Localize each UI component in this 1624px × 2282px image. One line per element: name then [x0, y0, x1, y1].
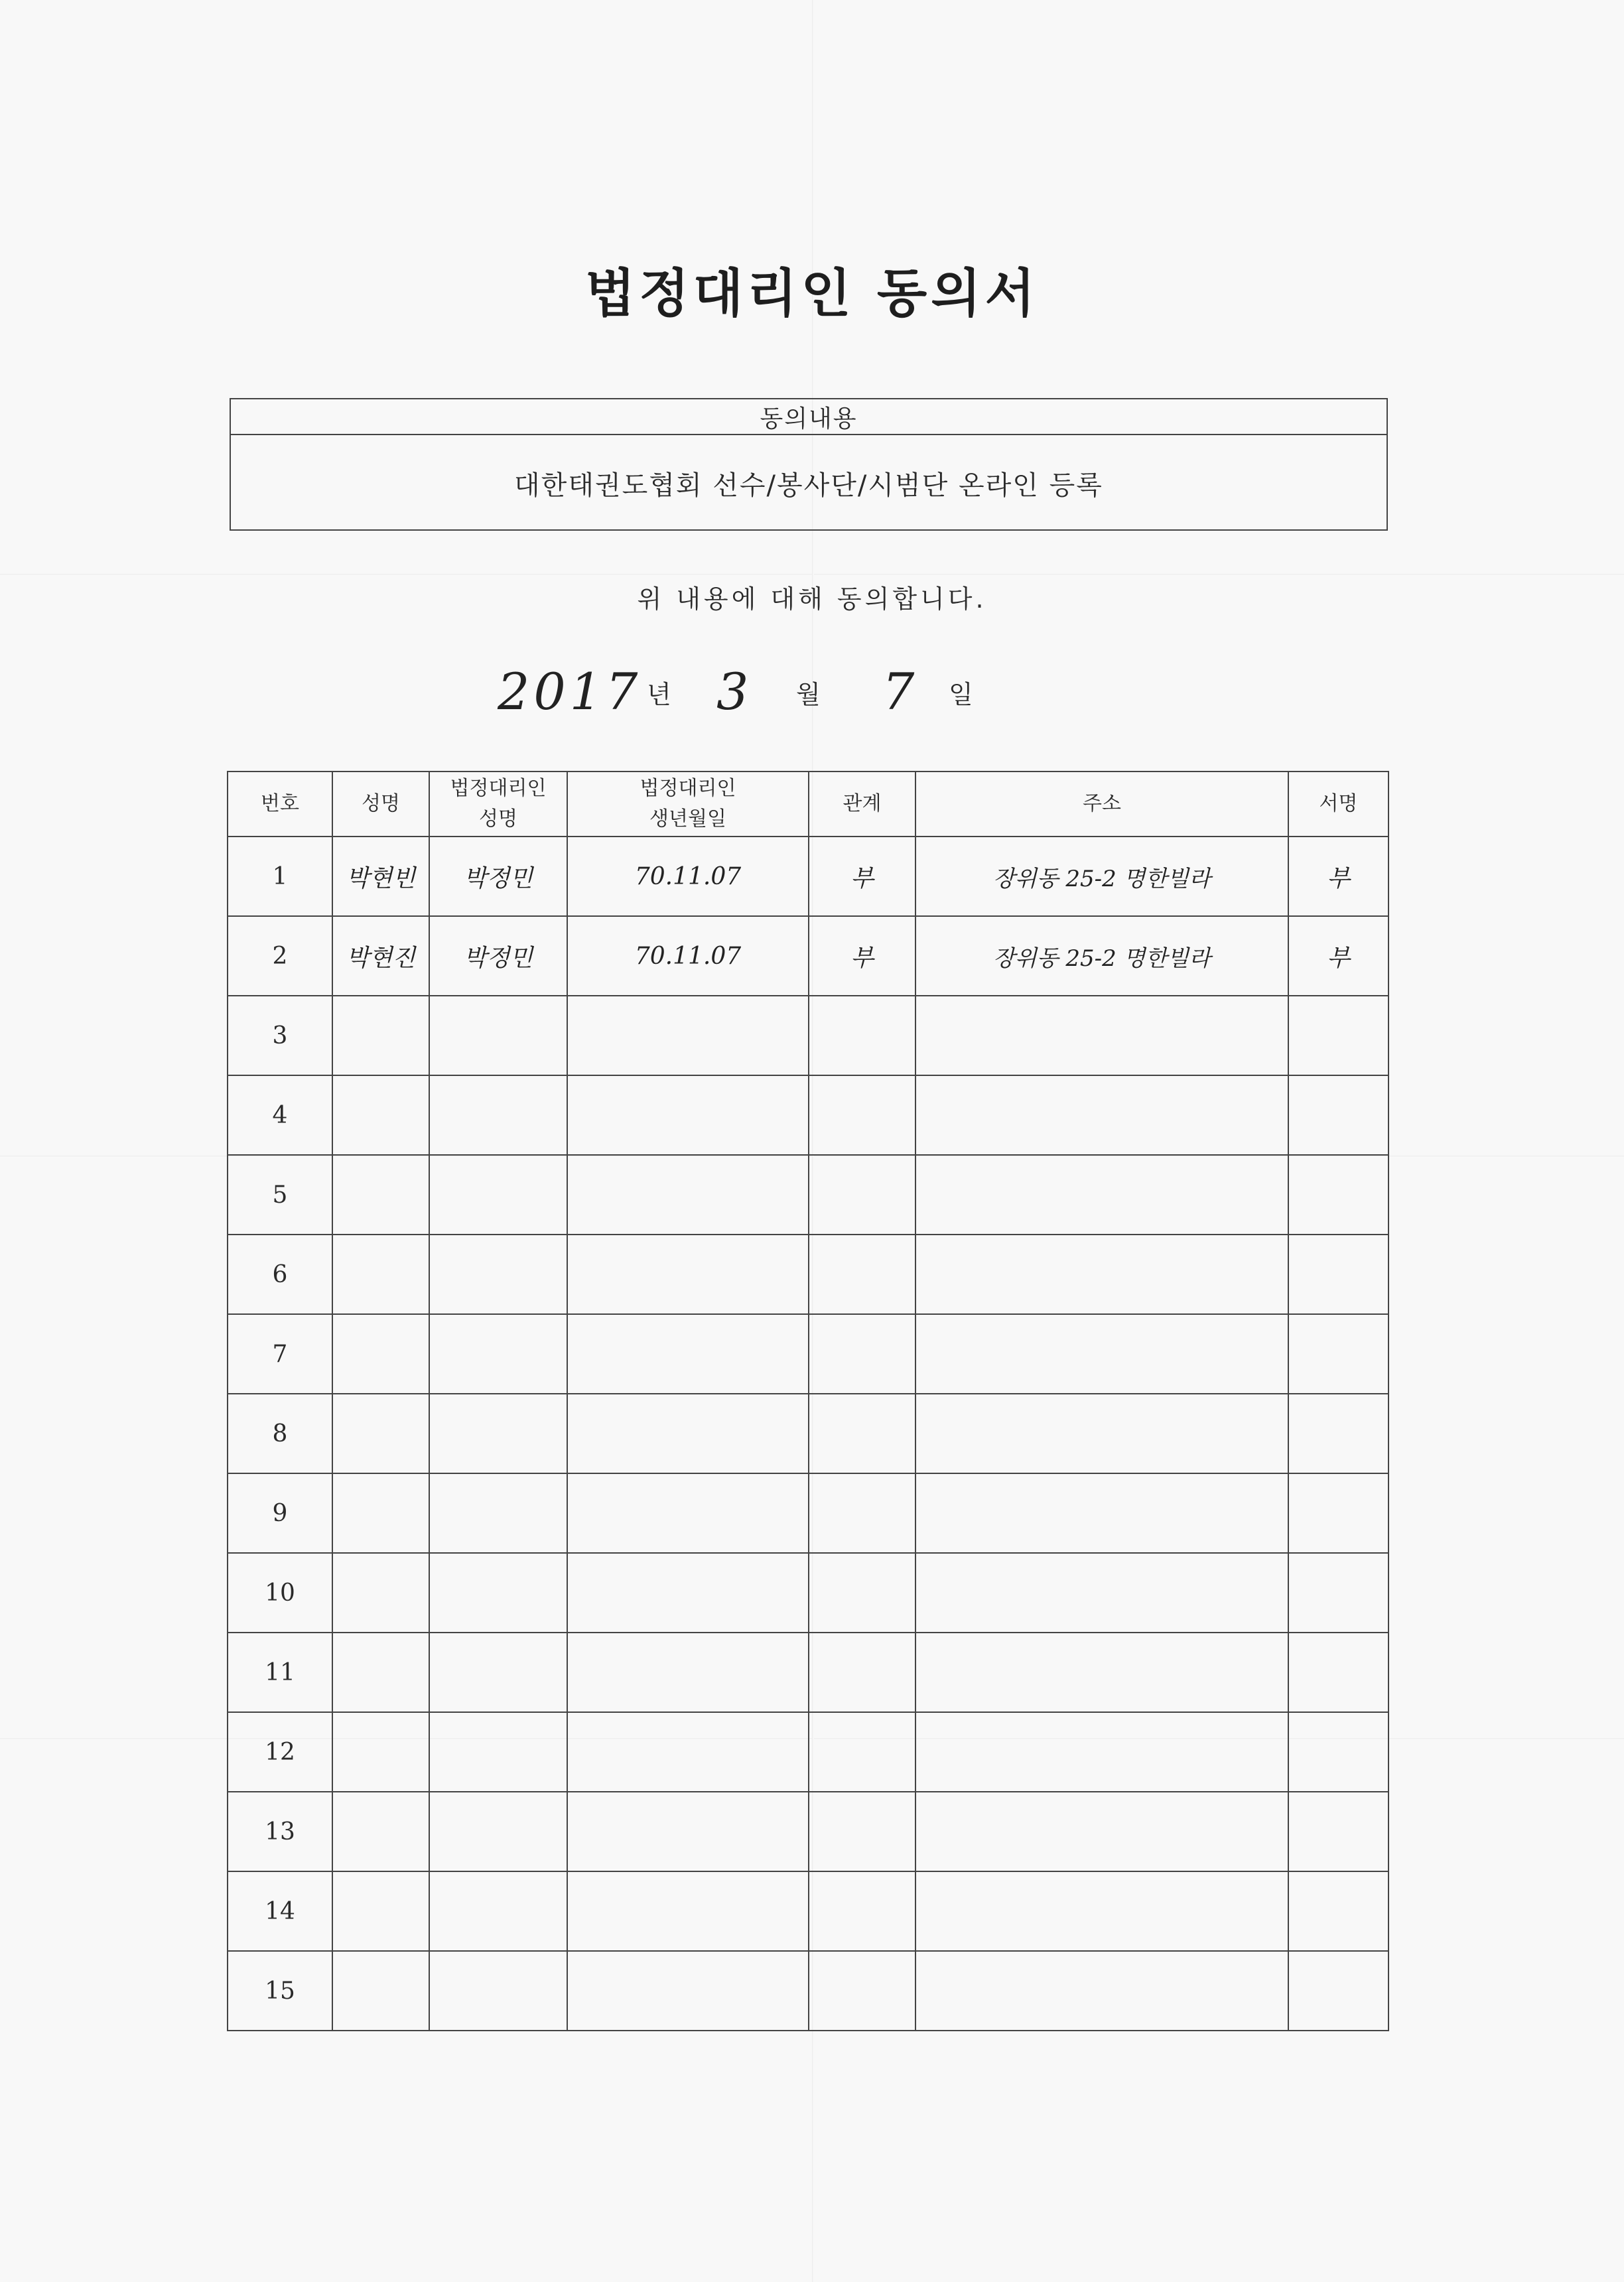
row-address: [915, 1951, 1288, 2031]
row-address: [915, 1871, 1288, 1951]
row-relation: [809, 1155, 915, 1235]
row-address: [915, 1235, 1288, 1314]
row-name: [332, 1712, 429, 1792]
agreement-statement: 위 내용에 대해 동의합니다.: [637, 584, 987, 614]
row-name: [332, 1951, 429, 2031]
row-relation: [809, 1951, 915, 2031]
row-number: 7: [228, 1314, 332, 1394]
table-row: [228, 1394, 1388, 1473]
row-address: [915, 1075, 1288, 1155]
row-number: 5: [228, 1155, 332, 1235]
row-name: 박현빈: [332, 837, 429, 916]
row-relation: [809, 1314, 915, 1394]
table-row: [228, 1712, 1388, 1792]
row-name: [332, 1792, 429, 1871]
header-guardian-name-line2: 성명: [479, 807, 517, 831]
table-row: [228, 1075, 1388, 1155]
row-address: [915, 996, 1288, 1075]
date-year: 2017: [498, 662, 642, 721]
row-guardian-birth: 70.11.07: [567, 916, 809, 996]
row-address: [915, 1314, 1288, 1394]
row-guardian-name: 박정민: [429, 916, 567, 996]
row-guardian-name: [429, 1314, 567, 1394]
table-row: [228, 1871, 1388, 1951]
row-relation: 부: [809, 916, 915, 996]
row-guardian-name: [429, 1155, 567, 1235]
consent-body: 대한태권도협회 선수/봉사단/시범단 온라인 등록: [514, 470, 1103, 501]
header-relation: 관계: [809, 772, 915, 837]
row-signature: 부: [1288, 916, 1388, 996]
row-address: 장위동 25-2 명한빌라: [915, 916, 1288, 996]
header-guardian-birth-line2: 생년월일: [649, 807, 726, 831]
row-guardian-name: [429, 1712, 567, 1792]
row-address: [915, 1394, 1288, 1473]
row-name: [332, 1633, 429, 1712]
row-guardian-birth: [567, 1473, 809, 1553]
row-guardian-name: 박정민: [429, 837, 567, 916]
header-number: 번호: [228, 772, 332, 837]
table-row: [228, 1314, 1388, 1394]
table-row: [228, 1155, 1388, 1235]
row-guardian-birth: [567, 1314, 809, 1394]
row-number: 10: [228, 1553, 332, 1633]
header-guardian-name: [429, 772, 567, 837]
consent-header: 동의내용: [231, 399, 1387, 435]
row-address: [915, 1792, 1288, 1871]
row-guardian-birth: [567, 1951, 809, 2031]
row-number: 2: [228, 916, 332, 996]
row-guardian-birth: [567, 996, 809, 1075]
roster-table: [227, 771, 1389, 2031]
table-row: [228, 916, 1388, 996]
header-guardian-birth-line1: 법정대리인: [640, 777, 736, 800]
row-relation: [809, 1712, 915, 1792]
row-number: 14: [228, 1871, 332, 1951]
table-row: [228, 996, 1388, 1075]
header-guardian-name-line1: 법정대리인: [450, 777, 547, 800]
row-signature: [1288, 1712, 1388, 1792]
date-month-label: 월: [796, 680, 821, 709]
row-guardian-name: [429, 1235, 567, 1314]
row-guardian-birth: [567, 1792, 809, 1871]
row-number: 1: [228, 837, 332, 916]
row-name: [332, 1473, 429, 1553]
row-name: [332, 1155, 429, 1235]
row-relation: [809, 1553, 915, 1633]
table-row: [228, 1633, 1388, 1712]
row-guardian-birth: [567, 1553, 809, 1633]
row-number: 11: [228, 1633, 332, 1712]
row-guardian-name: [429, 1394, 567, 1473]
row-relation: [809, 1235, 915, 1314]
row-name: [332, 1314, 429, 1394]
row-relation: [809, 1633, 915, 1712]
row-relation: [809, 1792, 915, 1871]
row-guardian-birth: [567, 1075, 809, 1155]
row-relation: [809, 996, 915, 1075]
date-year-label: 년: [647, 680, 671, 709]
row-signature: [1288, 1394, 1388, 1473]
row-number: 8: [228, 1394, 332, 1473]
row-signature: 부: [1288, 837, 1388, 916]
row-guardian-birth: [567, 1235, 809, 1314]
row-signature: [1288, 1792, 1388, 1871]
row-signature: [1288, 1075, 1388, 1155]
row-signature: [1288, 1235, 1388, 1314]
row-relation: [809, 1473, 915, 1553]
table-row: [228, 1235, 1388, 1314]
header-signature: 서명: [1288, 772, 1388, 837]
row-signature: [1288, 1871, 1388, 1951]
page-title: 법정대리인 동의서: [585, 264, 1039, 324]
row-number: 4: [228, 1075, 332, 1155]
row-guardian-birth: [567, 1712, 809, 1792]
row-number: 12: [228, 1712, 332, 1792]
row-guardian-name: [429, 1473, 567, 1553]
table-row: [228, 1553, 1388, 1633]
table-row: [228, 837, 1388, 916]
row-name: [332, 1871, 429, 1951]
header-guardian-birth: [567, 772, 809, 837]
row-name: [332, 996, 429, 1075]
row-guardian-birth: [567, 1871, 809, 1951]
row-signature: [1288, 1553, 1388, 1633]
row-guardian-birth: [567, 1394, 809, 1473]
row-number: 13: [228, 1792, 332, 1871]
row-address: 장위동 25-2 명한빌라: [915, 837, 1288, 916]
row-signature: [1288, 996, 1388, 1075]
row-address: [915, 1473, 1288, 1553]
row-number: 15: [228, 1951, 332, 2031]
row-guardian-name: [429, 996, 567, 1075]
row-number: 6: [228, 1235, 332, 1314]
row-guardian-birth: 70.11.07: [567, 837, 809, 916]
header-address: 주소: [915, 772, 1288, 837]
header-name: 성명: [332, 772, 429, 837]
row-signature: [1288, 1951, 1388, 2031]
row-guardian-name: [429, 1871, 567, 1951]
row-address: [915, 1155, 1288, 1235]
row-relation: [809, 1394, 915, 1473]
date-day-label: 일: [949, 680, 973, 709]
date-line: [0, 657, 1624, 730]
table-header-row: [228, 772, 1388, 837]
row-name: [332, 1394, 429, 1473]
row-number: 3: [228, 996, 332, 1075]
row-relation: [809, 1871, 915, 1951]
row-name: [332, 1075, 429, 1155]
row-name: [332, 1235, 429, 1314]
row-signature: [1288, 1155, 1388, 1235]
row-guardian-birth: [567, 1633, 809, 1712]
row-address: [915, 1712, 1288, 1792]
date-day: 7: [882, 662, 915, 721]
row-guardian-name: [429, 1792, 567, 1871]
row-guardian-name: [429, 1075, 567, 1155]
row-address: [915, 1553, 1288, 1633]
row-guardian-name: [429, 1633, 567, 1712]
consent-box: [230, 398, 1388, 531]
table-row: [228, 1792, 1388, 1871]
table-row: [228, 1473, 1388, 1553]
row-signature: [1288, 1633, 1388, 1712]
row-guardian-name: [429, 1553, 567, 1633]
date-month: 3: [716, 662, 749, 721]
row-signature: [1288, 1473, 1388, 1553]
row-number: 9: [228, 1473, 332, 1553]
row-address: [915, 1633, 1288, 1712]
row-guardian-birth: [567, 1155, 809, 1235]
row-relation: 부: [809, 837, 915, 916]
row-guardian-name: [429, 1951, 567, 2031]
row-name: [332, 1553, 429, 1633]
row-name: 박현진: [332, 916, 429, 996]
table-row: [228, 1951, 1388, 2031]
row-signature: [1288, 1314, 1388, 1394]
row-relation: [809, 1075, 915, 1155]
